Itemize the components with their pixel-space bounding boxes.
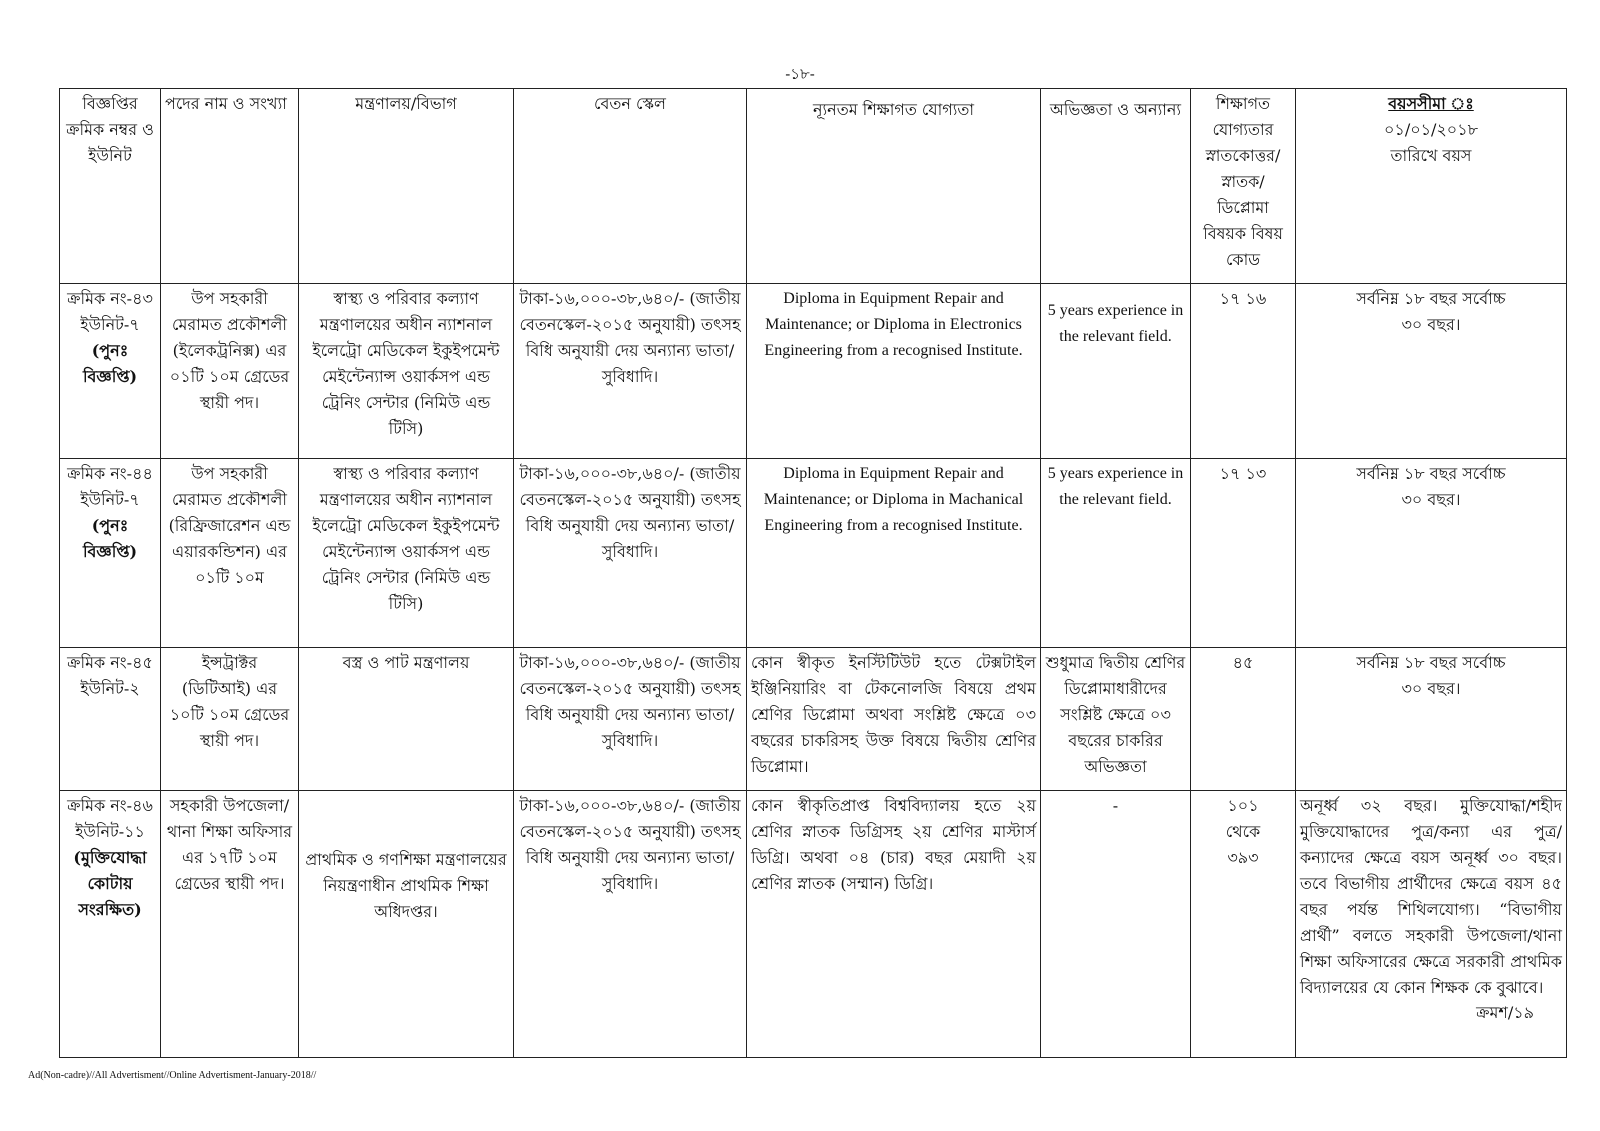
header-age <box>1296 89 1567 284</box>
post-cell: উপ সহকারী মেরামত প্রকৌশলী (রিফ্রিজারেশন এন্ড এয়ারকন্ডিশন) এর ০১টি ১০ম <box>161 459 299 648</box>
header-subject-code: শিক্ষাগত যোগ্যতার স্নাতকোত্তর/ স্নাতক/ ডিপ্লোমা বিষয়ক বিষয় কোড <box>1191 89 1296 284</box>
header-ministry: মন্ত্রণালয়/বিভাগ <box>299 89 514 284</box>
qualification-cell: কোন স্বীকৃতিপ্রাপ্ত বিশ্ববিদ্যালয় হতে ২য় শ্রেণির স্নাতক ডিগ্রিসহ ২য় শ্রেণির মাস্টার্স ডিগ্রি। অথবা ০৪ (চার) বছর মেয়াদী ২য় শ্রেণির স্নাতক (সম্মান) ডিগ্রি। <box>747 791 1041 1058</box>
qualification-cell: Diploma in Equipment Repair and Maintenance; or Diploma in Machanical Engineering from a recognised Institute. <box>747 459 1041 648</box>
table-row <box>60 459 1567 648</box>
post-cell: উপ সহকারী মেরামত প্রকৌশলী (ইলেকট্রনিক্স) এর ০১টি ১০ম গ্রেডের স্থায়ী পদ। <box>161 284 299 459</box>
experience-cell: - <box>1041 791 1191 1058</box>
header-age-title: বয়সসীমা ঃ <box>1388 94 1474 113</box>
qualification-cell: কোন স্বীকৃত ইনস্টিটিউট হতে টেক্সটাইল ইঞ্জিনিয়ারিং বা টেকনোলজি বিষয়ে প্রথম শ্রেণির ডিপ্লোমা অথবা সংশ্লিষ্ট ক্ষেত্রে ০৩ বছরের চাকরিসহ উক্ত বিষয়ে দ্বিতীয় শ্রেণির ডিপ্লোমা। <box>747 648 1041 791</box>
table-row <box>60 791 1567 1058</box>
subject-code-cell: ৪৫ <box>1191 648 1296 791</box>
header-age-suffix: তারিখে বয়স <box>1390 146 1472 165</box>
footer-path: Ad(Non-cadre)//All Advertisment//Online Advertisment-January-2018// <box>28 1070 317 1081</box>
pay-scale-cell: টাকা-১৬,০০০-৩৮,৬৪০/- (জাতীয় বেতনস্কেল-২০১৫ অনুযায়ী) তৎসহ বিধি অনুযায়ী দেয় অন্যান্য ভাতা/সুবিধাদি। <box>514 648 747 791</box>
age-cell: সর্বনিম্ন ১৮ বছর সর্বোচ্চ ৩০ বছর। <box>1296 648 1567 791</box>
header-serial-unit: বিজ্ঞপ্তির ক্রমিক নম্বর ও ইউনিট <box>60 89 161 284</box>
age-cell: অনূর্ধ্ব ৩২ বছর। মুক্তিযোদ্ধা/শহীদ মুক্তিযোদ্ধাদের পুত্র/কন্যা এর পুত্র/কন্যাদের ক্ষেত্রে বয়স অনূর্ধ্ব ৩০ বছর। তবে বিভাগীয় প্রার্থীদের ক্ষেত্রে বয়স ৪৫ বছর পর্যন্ত শিথিলযোগ্য। “বিভাগীয় প্রার্থী” বলতে সহকারী উপজেলা/থানা শিক্ষা অফিসারের ক্ষেত্রে সরকারী প্রাথমিক বিদ্যালয়ের যে কোন শিক্ষক কে বুঝাবে। <box>1296 791 1567 1058</box>
header-qualification: ন্যূনতম শিক্ষাগত যোগ্যতা <box>747 89 1041 284</box>
header-pay-scale: বেতন স্কেল <box>514 89 747 284</box>
serial-unit-cell: ক্রমিক নং-৪৪ ইউনিট-৭ (পুনঃ বিজ্ঞপ্তি) <box>60 459 161 648</box>
qualification-cell: Diploma in Equipment Repair and Maintenance; or Diploma in Electronics Engineering from a recognised Institute. <box>747 284 1041 459</box>
header-experience: অভিজ্ঞতা ও অন্যান্য <box>1041 89 1191 284</box>
subject-code-cell: ১৭ ১৩ <box>1191 459 1296 648</box>
header-post: পদের নাম ও সংখ্যা <box>161 89 299 284</box>
age-cell: সর্বনিম্ন ১৮ বছর সর্বোচ্চ ৩০ বছর। <box>1296 284 1567 459</box>
ministry-cell: স্বাস্থ্য ও পরিবার কল্যাণ মন্ত্রণালয়ের অধীন ন্যাশনাল ইলেট্রো মেডিকেল ইকুইপমেন্ট মেইন্টেন্যান্স ওয়ার্কসপ এন্ড ট্রেনিং সেন্টার (নিমিউ এন্ড টিসি) <box>299 459 514 648</box>
age-cell: সর্বনিম্ন ১৮ বছর সর্বোচ্চ ৩০ বছর। <box>1296 459 1567 648</box>
pay-scale-cell: টাকা-১৬,০০০-৩৮,৬৪০/- (জাতীয় বেতনস্কেল-২০১৫ অনুযায়ী) তৎসহ বিধি অনুযায়ী দেয় অন্যান্য ভাতা/সুবিধাদি। <box>514 284 747 459</box>
post-cell: সহকারী উপজেলা/থানা শিক্ষা অফিসার এর ১৭টি ১০ম গ্রেডের স্থায়ী পদ। <box>161 791 299 1058</box>
ministry-cell: স্বাস্থ্য ও পরিবার কল্যাণ মন্ত্রণালয়ের অধীন ন্যাশনাল ইলেট্রো মেডিকেল ইকুইপমেন্ট মেইন্টেন্যান্স ওয়ার্কসপ এন্ড ট্রেনিং সেন্টার (নিমিউ এন্ড টিসি) <box>299 284 514 459</box>
pay-scale-cell: টাকা-১৬,০০০-৩৮,৬৪০/- (জাতীয় বেতনস্কেল-২০১৫ অনুযায়ী) তৎসহ বিধি অনুযায়ী দেয় অন্যান্য ভাতা/সুবিধাদি। <box>514 791 747 1058</box>
serial-unit-cell: ক্রমিক নং-৪৫ ইউনিট-২ <box>60 648 161 791</box>
post-cell: ইন্সট্রাক্টর (ডিটিআই) এর ১০টি ১০ম গ্রেডের স্থায়ী পদ। <box>161 648 299 791</box>
experience-cell: 5 years experience in the relevant field. <box>1041 284 1191 459</box>
serial-unit-cell: ক্রমিক নং-৪৬ ইউনিট-১১ (মুক্তিযোদ্ধা কোটায় সংরক্ষিত) <box>60 791 161 1058</box>
subject-code-cell: ১৭ ১৬ <box>1191 284 1296 459</box>
pay-scale-cell: টাকা-১৬,০০০-৩৮,৬৪০/- (জাতীয় বেতনস্কেল-২০১৫ অনুযায়ী) তৎসহ বিধি অনুযায়ী দেয় অন্যান্য ভাতা/সুবিধাদি। <box>514 459 747 648</box>
ministry-cell: বস্ত্র ও পাট মন্ত্রণালয় <box>299 648 514 791</box>
experience-cell: 5 years experience in the relevant field. <box>1041 459 1191 648</box>
table-row <box>60 284 1567 459</box>
serial-unit-cell: ক্রমিক নং-৪৩ ইউনিট-৭ (পুনঃ বিজ্ঞপ্তি) <box>60 284 161 459</box>
ministry-cell: প্রাথমিক ও গণশিক্ষা মন্ত্রণালয়ের নিয়ন্ত্রণাধীন প্রাথমিক শিক্ষা অধিদপ্তর। <box>299 791 514 1058</box>
page-number: -১৮- <box>785 65 815 83</box>
recruitment-table <box>59 88 1567 1058</box>
table-row <box>60 648 1567 791</box>
header-age-date: ০১/০১/২০১৮ <box>1384 120 1478 139</box>
experience-cell: শুধুমাত্র দ্বিতীয় শ্রেণির ডিপ্লোমাধারীদের সংশ্লিষ্ট ক্ষেত্রে ০৩ বছরের চাকরির অভিজ্ঞতা <box>1041 648 1191 791</box>
subject-code-cell: ১০১ থেকে ৩৯৩ <box>1191 791 1296 1058</box>
header-row <box>60 89 1567 284</box>
continue-mark: ক্রমশ/১৯ <box>1476 1003 1534 1022</box>
